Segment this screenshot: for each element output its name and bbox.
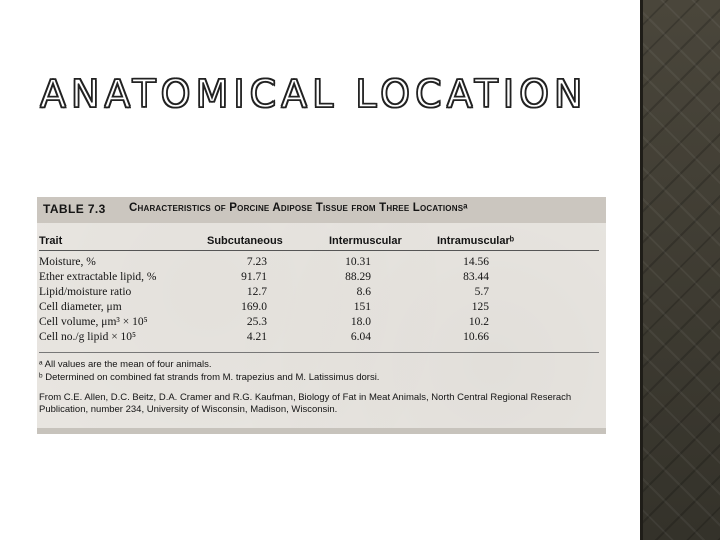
scan-bottom-edge [37, 428, 606, 434]
cell-trait: Moisture, % [39, 256, 96, 268]
cell-subcutaneous: 4.21 [246, 331, 267, 343]
cell-subcutaneous: 7.23 [246, 256, 267, 268]
slide-title: ANATOMICAL LOCATION [40, 72, 588, 116]
table-row [37, 271, 606, 284]
cell-intramuscular: 5.7 [474, 286, 489, 298]
cell-subcutaneous: 169.0 [241, 301, 267, 313]
cell-intermuscular: 10.31 [345, 256, 371, 268]
table-label: TABLE 7.3 [43, 202, 106, 216]
cell-intermuscular: 6.04 [350, 331, 371, 343]
table-row [37, 331, 606, 344]
cell-trait: Cell volume, μm³ × 10⁵ [39, 316, 148, 328]
source-citation: From C.E. Allen, D.C. Beitz, D.A. Cramer and R.G. Kaufman, Biology of Fat in Meat Animals, North Central Regional Reserach Publication, number 234, University of Wisconsin, Madison, Wisconsin. [39, 392, 572, 415]
cell-subcutaneous: 12.7 [246, 286, 267, 298]
cell-trait: Ether extractable lipid, % [39, 271, 157, 283]
decorative-side-panel [640, 0, 720, 540]
cell-intramuscular: 14.56 [463, 256, 489, 268]
column-header-subcutaneous: Subcutaneous [207, 235, 283, 247]
table-row [37, 256, 606, 269]
cell-intermuscular: 8.6 [356, 286, 371, 298]
table-caption: Characteristics of Porcine Adipose Tissue from Three Locationsᵃ [129, 202, 468, 214]
table-bottom-rule [39, 352, 599, 353]
cell-subcutaneous: 91.71 [241, 271, 267, 283]
footnote-a: ᵃ All values are the mean of four animals. [39, 359, 212, 370]
footnote-b: ᵇ Determined on combined fat strands from M. trapezius and M. Latissimus dorsi. [39, 372, 380, 383]
cell-intermuscular: 88.29 [345, 271, 371, 283]
cell-intramuscular: 83.44 [463, 271, 489, 283]
header-rule [39, 250, 599, 251]
cell-intramuscular: 10.2 [468, 316, 489, 328]
cell-trait: Cell diameter, μm [39, 301, 122, 313]
column-header-intermuscular: Intermuscular [329, 235, 402, 247]
cell-intramuscular: 125 [471, 301, 489, 313]
table-row [37, 286, 606, 299]
cell-intramuscular: 10.66 [463, 331, 489, 343]
table-row [37, 301, 606, 314]
cell-subcutaneous: 25.3 [246, 316, 267, 328]
cell-intermuscular: 18.0 [350, 316, 371, 328]
scanned-table-image [37, 197, 606, 434]
column-header-trait: Trait [39, 235, 63, 247]
cell-intermuscular: 151 [353, 301, 371, 313]
cell-trait: Lipid/moisture ratio [39, 286, 132, 298]
column-header-intramuscular: Intramuscularᵇ [437, 235, 515, 247]
table-row [37, 316, 606, 329]
cell-trait: Cell no./g lipid × 10⁵ [39, 331, 137, 343]
